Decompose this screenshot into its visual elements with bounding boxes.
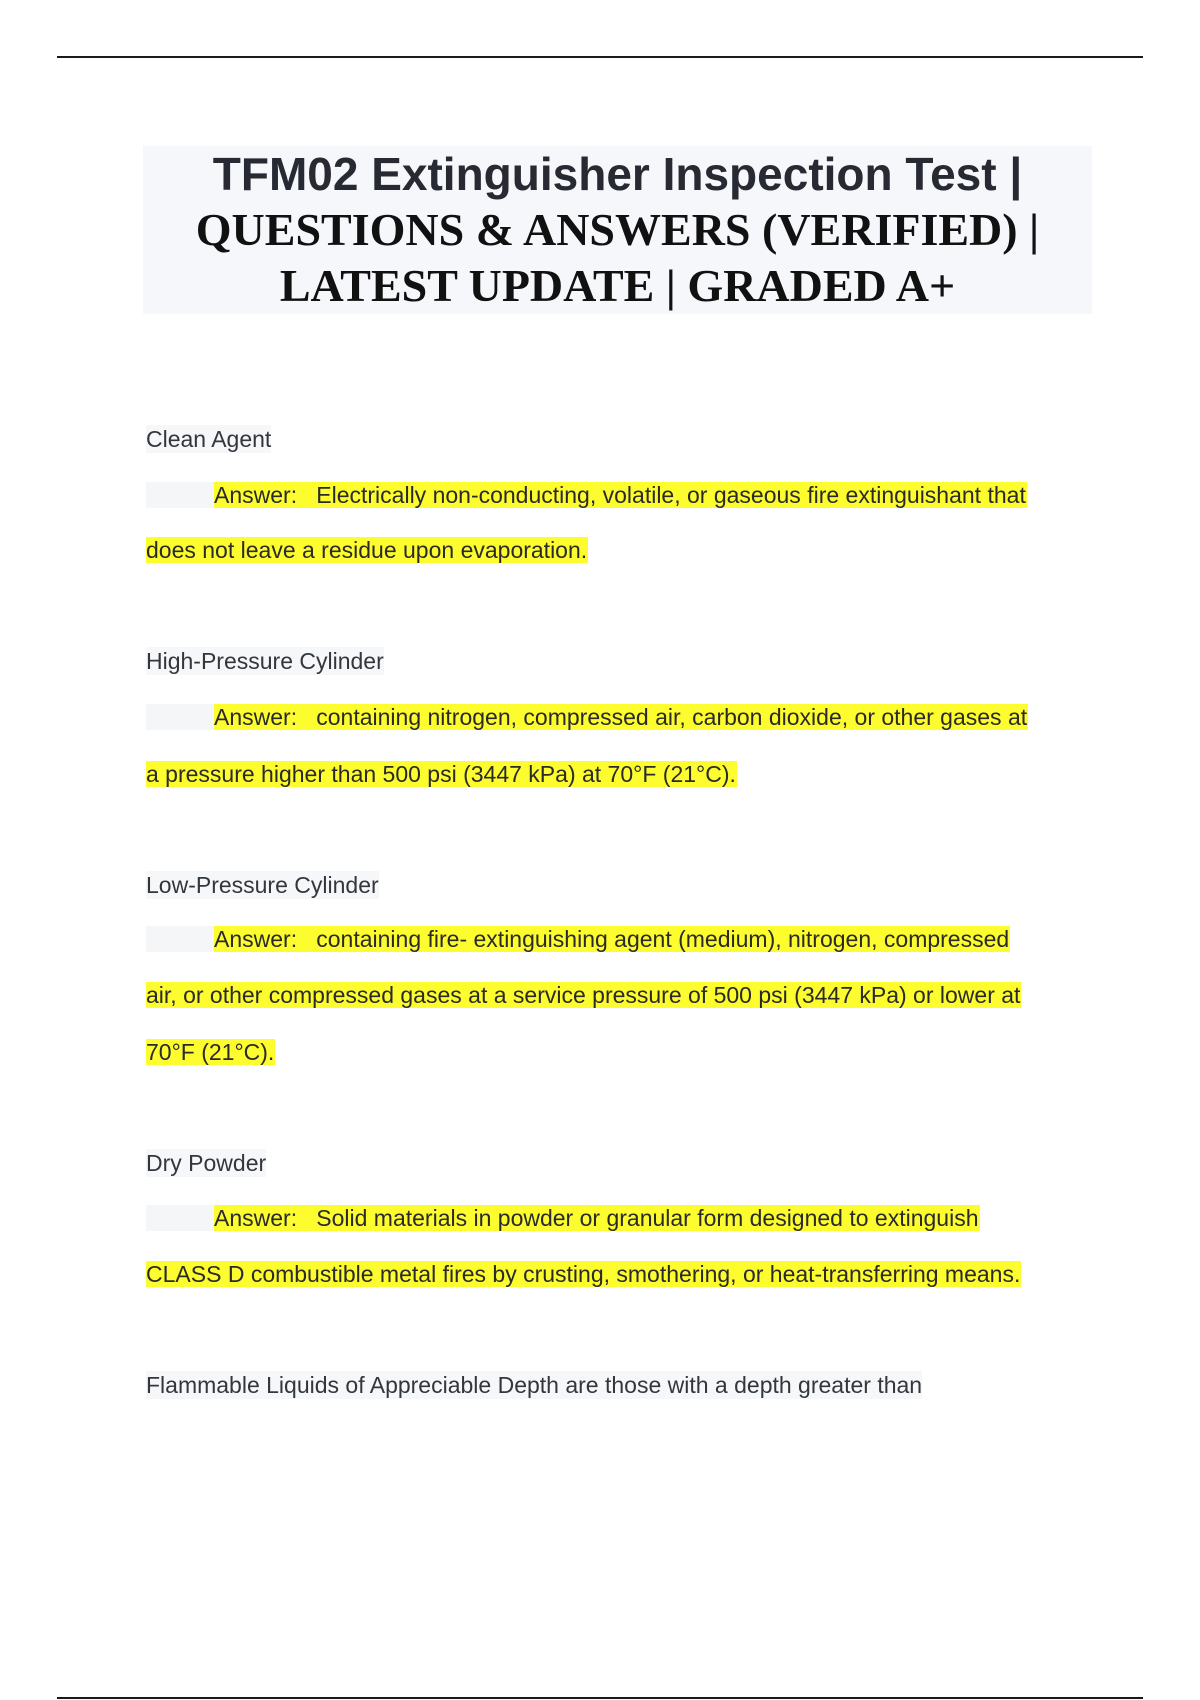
term-flammable-liquids: Flammable Liquids of Appreciable Depth are those with a depth greater than <box>146 1372 923 1398</box>
answer-text: 70°F (21°C). <box>146 1039 275 1065</box>
answer-indent <box>146 1205 214 1231</box>
footer-rule <box>57 1697 1143 1699</box>
answer-line <box>146 760 737 788</box>
answer-text: a pressure higher than 500 psi (3447 kPa) at 70°F (21°C). <box>146 761 736 787</box>
answer-text: Solid materials in powder or granular form designed to extinguish <box>316 1205 979 1231</box>
answer-line <box>146 1038 275 1066</box>
answer-line <box>146 981 1021 1009</box>
header-rule <box>57 56 1143 58</box>
answer-line <box>214 481 1027 509</box>
title-line-2: QUESTIONS & ANSWERS (VERIFIED) | <box>195 204 1040 255</box>
answer-text: air, or other compressed gases at a service pressure of 500 psi (3447 kPa) or lower at <box>146 982 1021 1008</box>
answer-text: containing nitrogen, compressed air, carbon dioxide, or other gases at <box>316 704 1028 730</box>
answer-indent <box>146 482 214 508</box>
answer-label: Answer: <box>214 926 298 952</box>
term-dry-powder: Dry Powder <box>146 1150 267 1176</box>
answer-line <box>214 1204 980 1232</box>
answer-line <box>146 536 588 564</box>
answer-indent <box>146 926 214 952</box>
answer-label: Answer: <box>214 1205 298 1231</box>
term-high-pressure-cylinder: High-Pressure Cylinder <box>146 648 384 674</box>
answer-line <box>214 703 1028 731</box>
answer-label: Answer: <box>214 482 298 508</box>
answer-text: containing fire- extinguishing agent (medium), nitrogen, compressed <box>316 926 1010 952</box>
answer-label: Answer: <box>214 704 298 730</box>
answer-line <box>214 925 1010 953</box>
answer-indent <box>146 704 214 730</box>
title-line-1: TFM02 Extinguisher Inspection Test | <box>212 148 1023 200</box>
title-line-3: LATEST UPDATE | GRADED A+ <box>279 260 956 311</box>
answer-text: does not leave a residue upon evaporation. <box>146 537 588 563</box>
document-title <box>143 146 1092 314</box>
answer-line <box>146 1260 1021 1288</box>
answer-text: Electrically non-conducting, volatile, or gaseous fire extinguishant that <box>316 482 1026 508</box>
term-low-pressure-cylinder: Low-Pressure Cylinder <box>146 872 379 898</box>
term-clean-agent: Clean Agent <box>146 426 272 452</box>
answer-text: CLASS D combustible metal fires by crusting, smothering, or heat-transferring means. <box>146 1261 1021 1287</box>
